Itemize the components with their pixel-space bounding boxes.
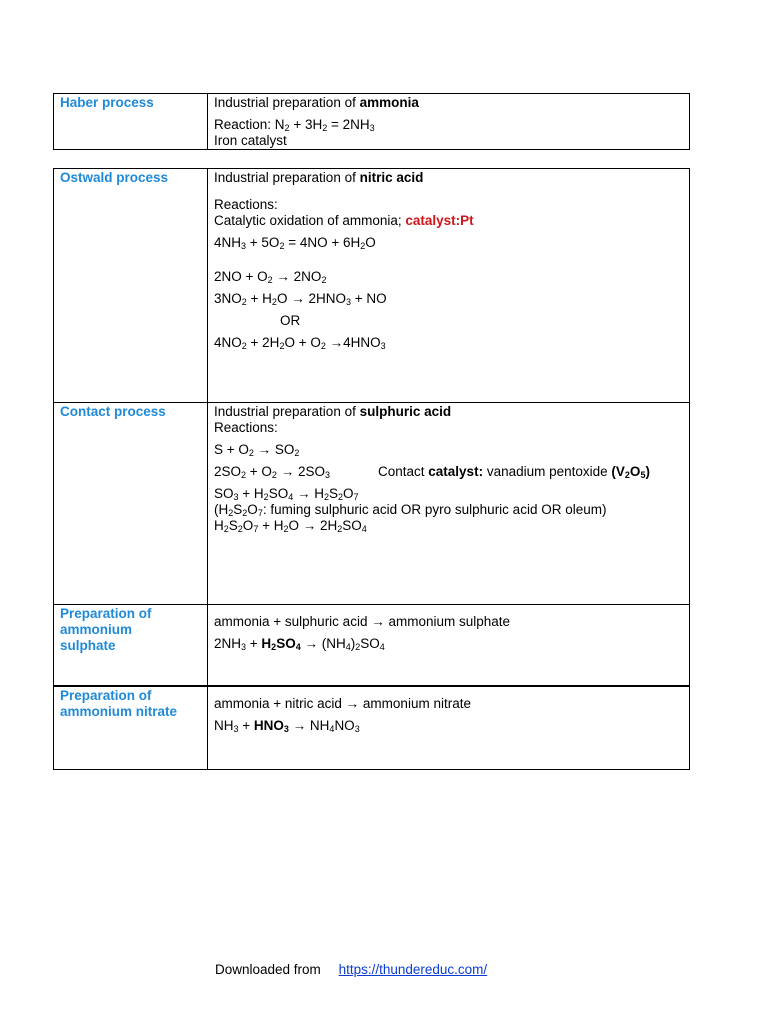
catalyst-text: vanadium pentoxide [483,464,612,479]
description-text: Industrial preparation of [214,95,360,110]
reaction-equation: $NH_3 + HNO_3 \to NH_4NO_3$ [214,718,360,734]
footer [215,962,487,977]
footer-label: Downloaded from [215,962,321,977]
catalyst-prefix: Contact [378,464,429,479]
word-equation: ammonia + sulphuric acid → ammonium sulphate [214,614,511,629]
reaction-equation: $4NH_3 + 5O_2 = 4NO + 6H_2O$ [214,235,376,251]
reaction-equation: $2NO + O_2 \to 2NO_2$ [214,269,327,285]
reaction-equation: $2NH_3 + H_2SO_4 \to (NH_4)_2SO_4$ [214,636,385,652]
table-row [54,94,690,150]
product-name: sulphuric acid [359,404,452,419]
process-details-ostwald [208,169,690,403]
table-row [54,686,690,770]
process-name-ostwald: Ostwald process [54,169,208,403]
process-details-haber [208,94,690,150]
table-row [54,403,690,605]
reaction-equation: $4NO_2 + 2H_2O + O_2 \to 4HNO_3$ [214,335,386,351]
footer-link[interactable]: https://thundereduc.com/ [338,962,488,977]
catalyst-text: Iron catalyst [214,133,287,148]
process-details-ammonium-nitrate [208,686,690,770]
reaction-equation: $H_2S_2O_7 + H_2O \to 2H_2SO_4$ [214,518,367,534]
reaction-label: Reaction: [214,117,275,132]
description-line [214,404,683,420]
or-separator: OR [280,313,301,328]
reaction-equation: $SO_3 + H_2SO_4 \to H_2S_2O_7$ [214,486,359,502]
process-name-haber: Haber process [54,94,208,150]
process-details-ammonium-sulphate [208,605,690,687]
process-name-ammonium-sulphate: Preparation of ammonium sulphate [54,605,208,687]
description-line [214,170,683,186]
processes-table [53,168,690,770]
reactions-label: Reactions: [214,420,278,435]
word-equation: ammonia + nitric acid → ammonium nitrate [214,696,471,711]
catalyst-label: catalyst: [428,464,484,479]
oleum-note-text: : fuming sulphuric acid OR pyro sulphuric acid OR oleum) [262,502,607,517]
reaction-equation: $2SO_2 + O_2 \to 2SO_3$ Contact catalyst: vanadium pentoxide $(V_2O_5)$ [214,464,650,480]
catalytic-text: Catalytic oxidation of ammonia; [214,213,406,228]
process-details-contact [208,403,690,605]
process-name-contact: Contact process [54,403,208,605]
description-line [214,95,683,111]
process-name-ammonium-nitrate: Preparation of ammonium nitrate [54,686,208,770]
product-name: ammonia [359,95,419,110]
reaction-equation: Reaction: $N_2 + 3H_2 = 2NH_3$ [214,117,375,133]
product-name: nitric acid [359,170,424,185]
reactions-label: Reactions: [214,197,278,212]
reaction-equation: $3NO_2 + H_2O \to 2HNO_3$ + NO [214,291,387,307]
catalytic-line [214,213,683,229]
description-text: Industrial preparation of [214,170,360,185]
description-text: Industrial preparation of [214,404,360,419]
oleum-note: ($H_2S_2O_7$: fuming sulphuric acid OR pyro sulphuric acid OR oleum) [214,502,607,518]
reaction-equation: $S + O_2 \to SO_2$ [214,442,300,458]
catalyst-highlight: catalyst:Pt [405,213,474,228]
table-row [54,169,690,403]
haber-process-table [53,93,690,150]
table-row [54,605,690,687]
